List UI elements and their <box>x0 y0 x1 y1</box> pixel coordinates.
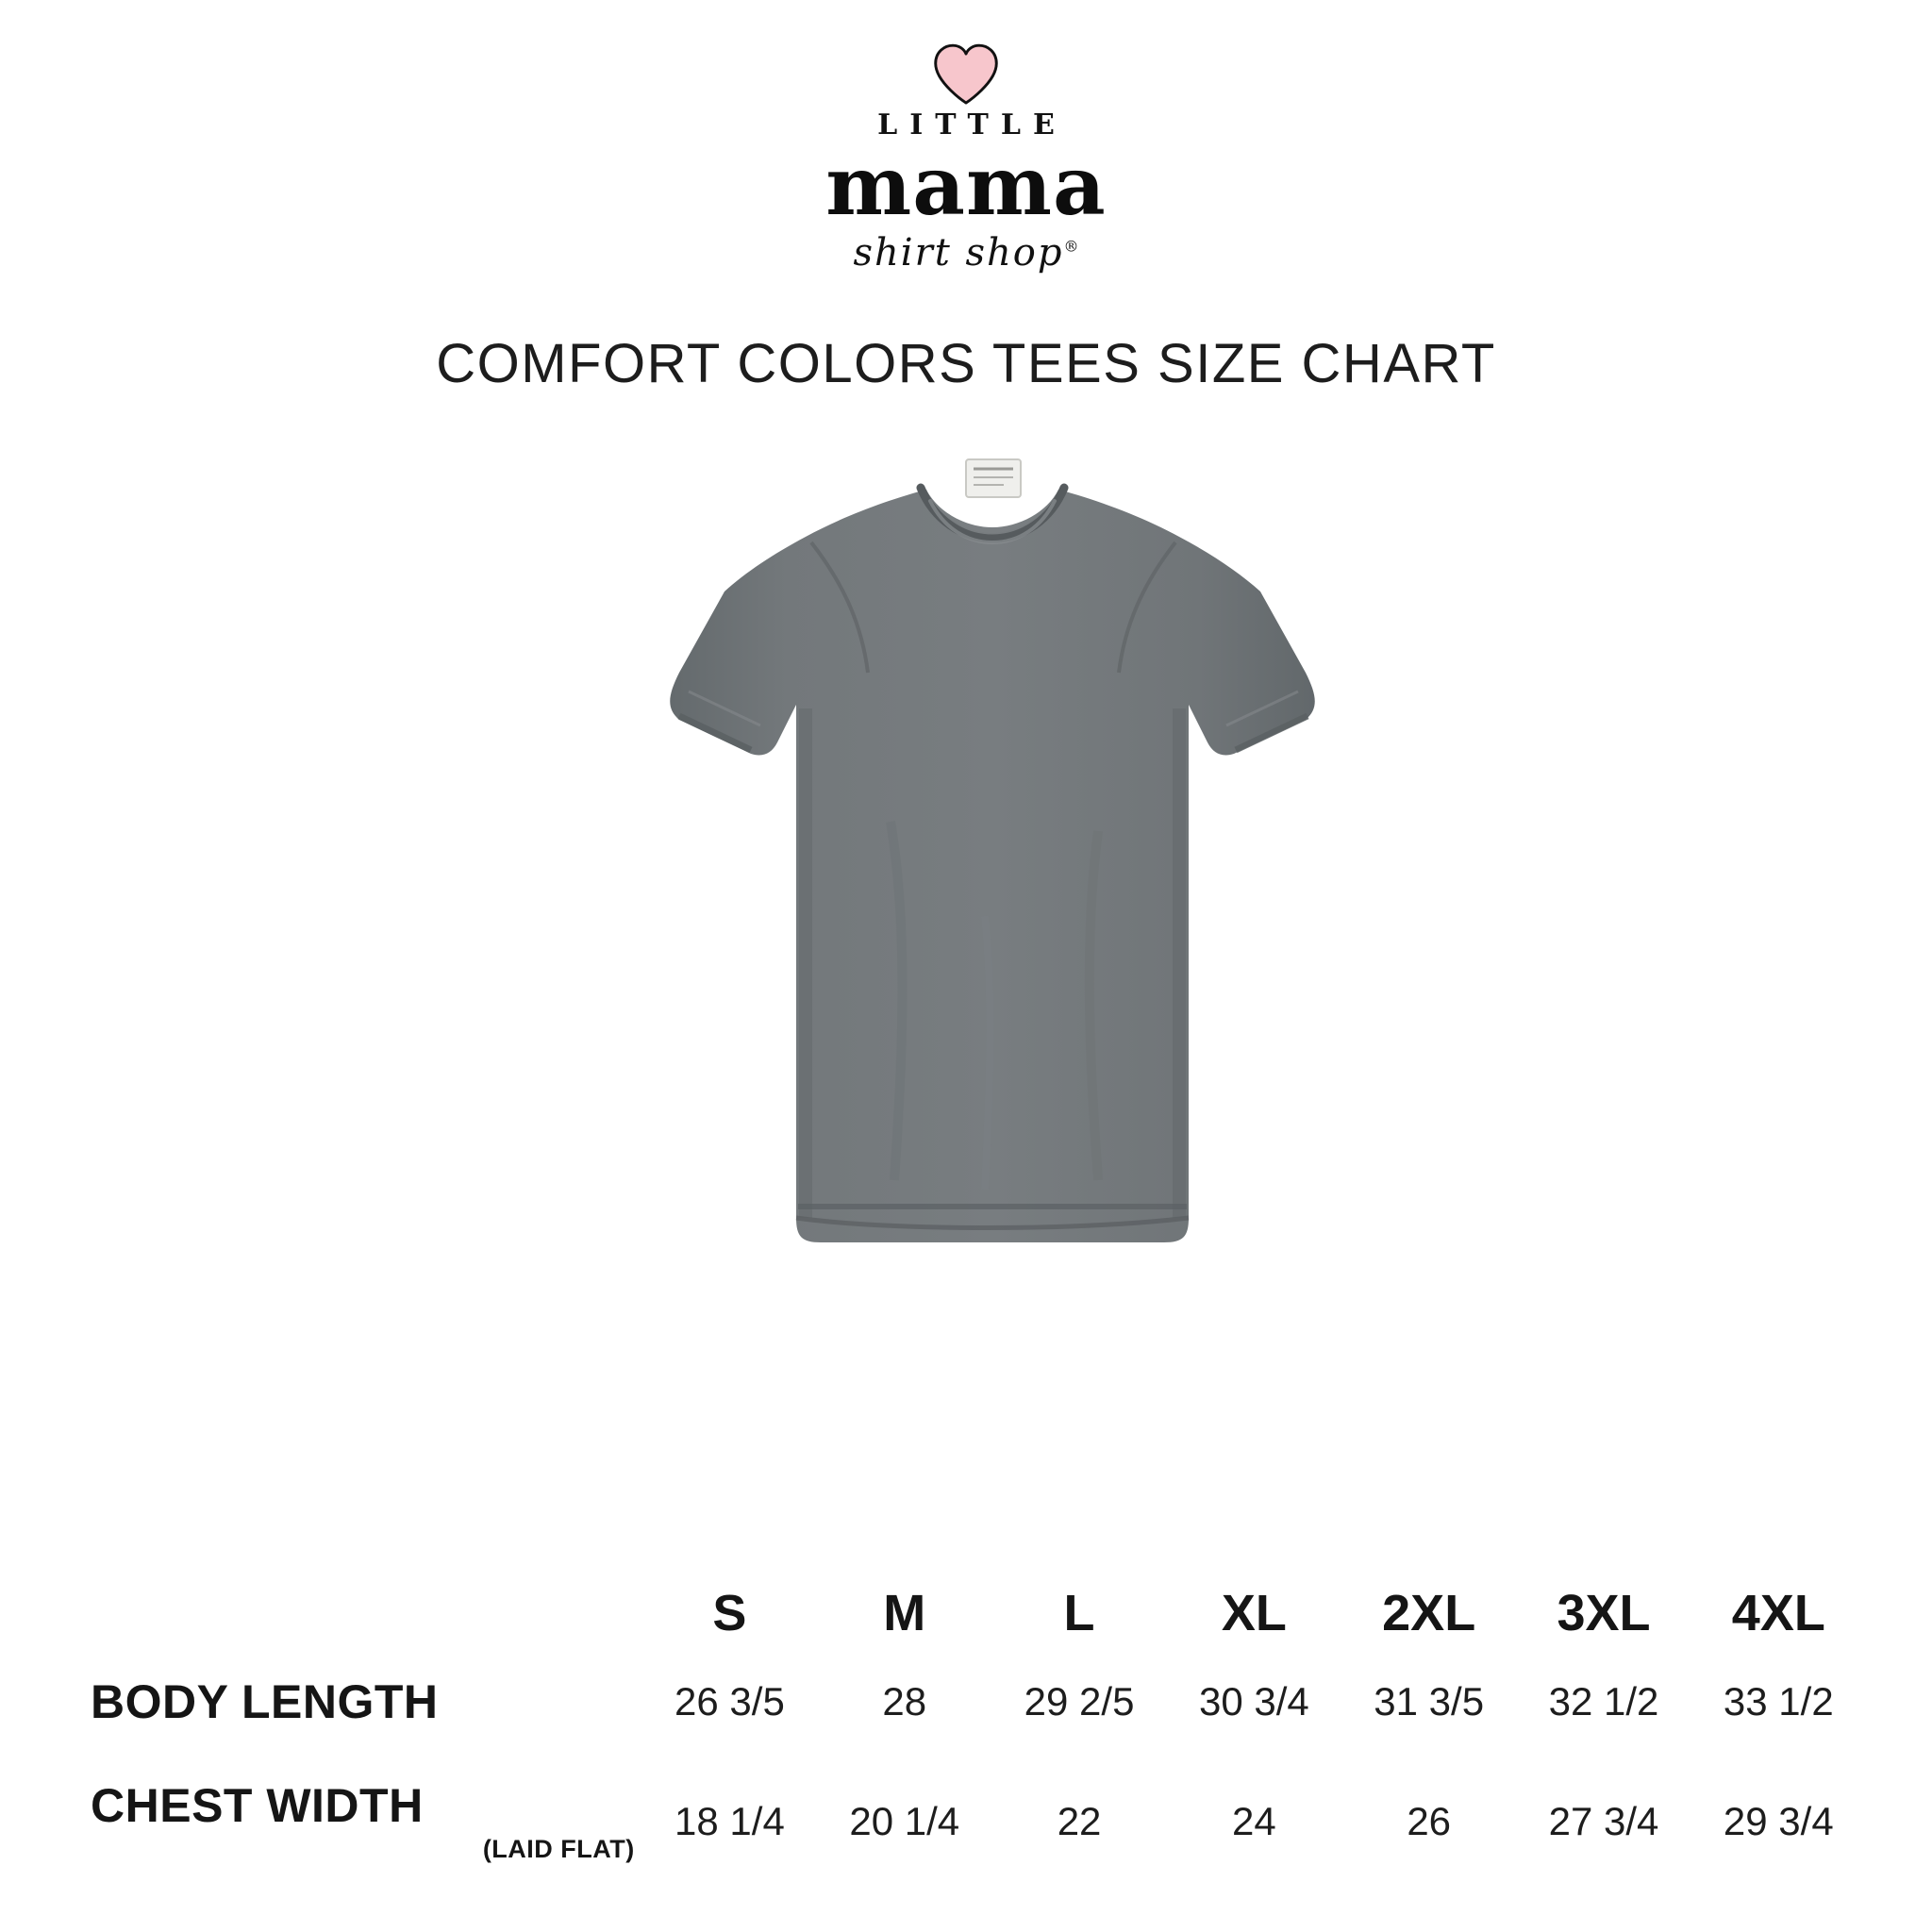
brand-line-shirtshop <box>0 230 1932 275</box>
column-header-2xl: 2XL <box>1382 1585 1476 1641</box>
chest-width-4xl: 29 3/4 <box>1723 1798 1834 1843</box>
registered-mark: ® <box>1063 237 1079 256</box>
row-label-chest-width-text: CHEST WIDTH <box>91 1779 424 1832</box>
column-header-m: M <box>883 1585 926 1641</box>
brand-shirtshop-text: shirt shop <box>853 230 1064 275</box>
row-label-chest-width <box>91 1778 642 1870</box>
row-label-chest-width-sub: (LAID FLAT) <box>482 1835 635 1863</box>
table-row-chest-width <box>91 1778 1866 1870</box>
brand-logo <box>0 0 1932 275</box>
heart-icon <box>931 43 1001 106</box>
body-length-2xl: 31 3/5 <box>1374 1679 1485 1724</box>
chest-width-s: 18 1/4 <box>675 1798 785 1843</box>
chest-width-2xl: 26 <box>1407 1798 1452 1843</box>
brand-line-mama: mama <box>825 139 1107 234</box>
body-length-xl: 30 3/4 <box>1198 1679 1309 1724</box>
chest-width-m: 20 1/4 <box>849 1798 960 1843</box>
page-title: COMFORT COLORS TEES SIZE CHART <box>436 332 1496 394</box>
size-chart-table <box>91 1584 1866 1870</box>
chest-width-3xl: 27 3/4 <box>1548 1798 1659 1843</box>
table-header-row <box>91 1584 1866 1674</box>
column-header-3xl: 3XL <box>1557 1585 1651 1641</box>
grey-tshirt-photo <box>494 425 1438 1331</box>
body-length-l: 29 2/5 <box>1024 1679 1135 1724</box>
header-empty-cell <box>91 1584 642 1674</box>
body-length-3xl: 32 1/2 <box>1548 1679 1659 1724</box>
brand-line-little: LITTLE <box>877 108 1067 142</box>
shirt-neck-label <box>966 459 1021 497</box>
body-length-s: 26 3/5 <box>675 1679 785 1724</box>
column-header-l: L <box>1063 1585 1095 1641</box>
chest-width-l: 22 <box>1057 1798 1102 1843</box>
chest-width-xl: 24 <box>1232 1798 1276 1843</box>
table-row-body-length <box>91 1674 1866 1778</box>
column-header-xl: XL <box>1221 1585 1287 1641</box>
product-image <box>0 425 1932 1331</box>
body-length-4xl: 33 1/2 <box>1723 1679 1834 1724</box>
column-header-4xl: 4XL <box>1731 1585 1825 1641</box>
row-label-body-length: BODY LENGTH <box>91 1675 439 1728</box>
column-header-s: S <box>712 1585 747 1641</box>
body-length-m: 28 <box>882 1679 927 1724</box>
